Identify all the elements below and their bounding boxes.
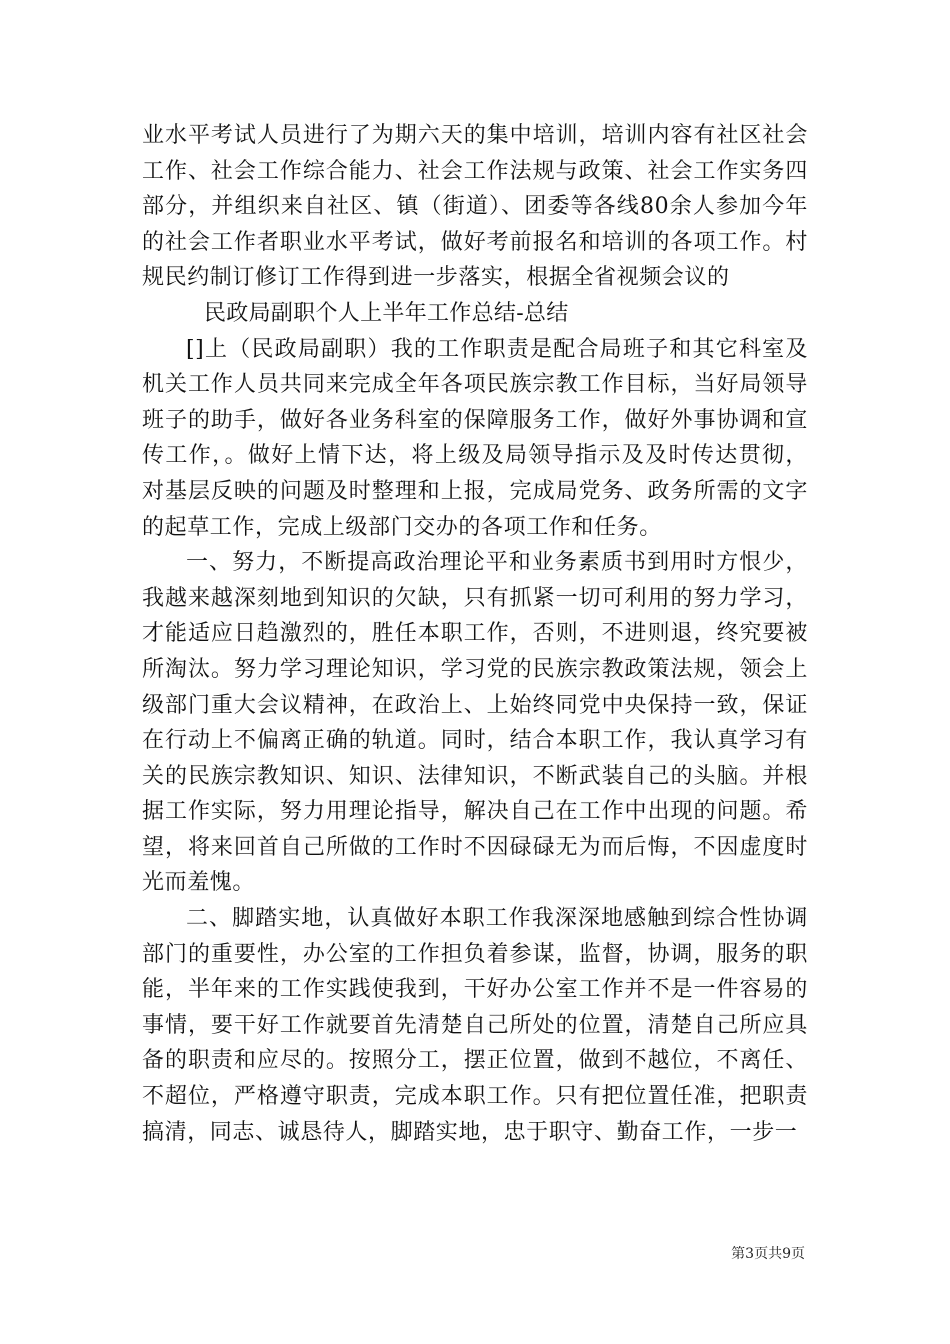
paragraph-intro: []上（民政局副职）我的工作职责是配合局班子和其它科室及机关工作人员共同来完成全年各项民族宗教工作目标，当好局领导班子的助手，做好各业务科室的保障服务工作，做好外事协调和宣传工作，。做好上情下达，将上级及局领导指示及及时传达贯彻，对基层反映的问题及时整理和上报，完成局党务、政务所需的文字的起草工作，完成上级部门交办的各项工作和任务。: [142, 336, 808, 540]
paragraph-section-one: 一、努力，不断提高政治理论平和业务素质书到用时方恨少，我越来越深刻地到知识的欠缺，只有抓紧一切可利用的努力学习，才能适应日趋激烈的，胜任本职工作，否则，不进则退，终究要被所淘汰。努力学习理论知识，学习党的民族宗教政策法规，领会上级部门重大会议精神，在政治上、上始终同党中央保持一致，保证在行动上不偏离正确的轨道。同时，结合本职工作，我认真学习有关的民族宗教知识、知识、法律知识，不断武装自己的头脑。并根据工作实际，努力用理论指导，解决自己在工作中出现的问题。希望，将来回首自己所做的工作时不因碌碌无为而后悔，不因虚度时光而羞愧。: [142, 550, 808, 896]
continuation-paragraph: 业水平考试人员进行了为期六天的集中培训，培训内容有社区社会工作、社会工作综合能力、社会工作法规与政策、社会工作实务四部分，并组织来自社区、镇（街道）、团委等各线80余人参加今年的社会工作者职业水平考试，做好考前报名和培训的各项工作。村规民约制订修订工作得到进一步落实，根据全省视频会议的: [142, 123, 808, 291]
document-title: 民政局副职个人上半年工作总结-总结: [204, 300, 569, 326]
paragraph-section-two: 二、脚踏实地，认真做好本职工作我深深地感触到综合性协调部门的重要性，办公室的工作担负着参谋，监督，协调，服务的职能，半年来的工作实践使我到，干好办公室工作并不是一件容易的事情，要干好工作就要首先清楚自己所处的位置，清楚自己所应具备的职责和应尽的。按照分工，摆正位置，做到不越位，不离任、不超位，严格遵守职责，完成本职工作。只有把位置任准，把职责搞清，同志、诚恳待人，脚踏实地，忠于职守、勤奋工作，一步一: [142, 906, 808, 1145]
page-number-footer: 第3页共9页: [731, 1246, 805, 1262]
document-body: [142, 118, 808, 1150]
